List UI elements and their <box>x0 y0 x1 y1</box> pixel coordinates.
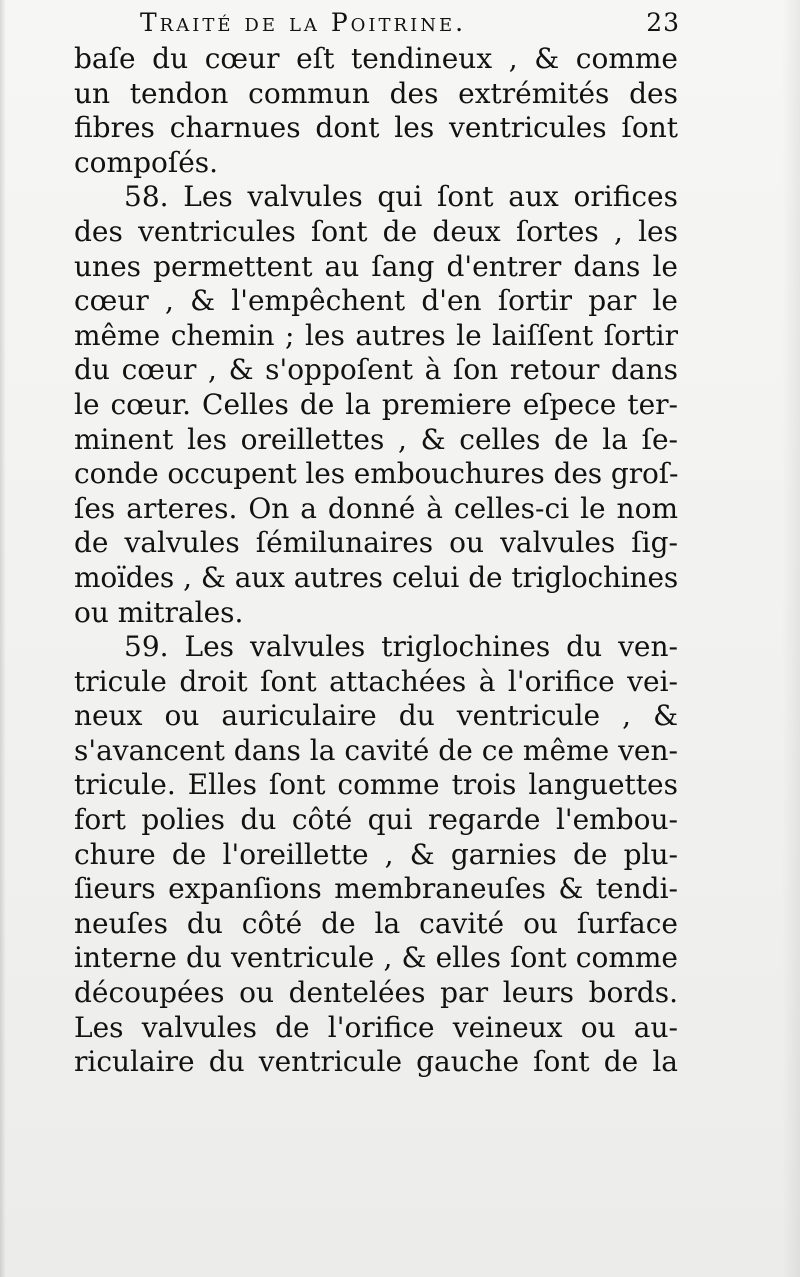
text-line-19: tricule droit ſont attachées à l'orifice vei- <box>74 664 678 698</box>
text-line-30: riculaire du ventricule gauche ſont de la <box>74 1045 678 1079</box>
page-text-block <box>74 4 678 1080</box>
text-line-10: du cœur , & s'oppoſent à ſon retour dans <box>74 353 678 387</box>
text-line-14: ſes arteres. On a donné à celles-ci le nom <box>74 491 678 525</box>
text-line-3: fibres charnues dont les ventricules ſont <box>74 111 678 145</box>
text-line-12: minent les oreillettes , & celles de la ſe- <box>74 422 678 456</box>
page-number: 23 <box>646 8 680 37</box>
paragraph-59-first-line: 59. Les valvules triglochines du ven- <box>124 630 678 664</box>
text-line-22: tricule. Elles ſont comme trois languettes <box>74 768 678 802</box>
text-line-24: chure de l'oreillette , & garnies de plu- <box>74 837 678 871</box>
text-line-21: s'avancent dans la cavité de ce même ven- <box>74 733 678 767</box>
paragraph-58-first-line: 58. Les valvules qui ſont aux orifices <box>124 180 678 214</box>
text-line-8: cœur , & l'empêchent d'en ſortir par le <box>74 284 678 318</box>
page-header <box>74 4 678 42</box>
page-gutter-shadow <box>0 0 6 1277</box>
text-line-13: conde occupent les embouchures des groſ- <box>74 457 678 491</box>
text-line-28: découpées ou dentelées par leurs bords. <box>74 976 678 1010</box>
text-line-29: Les valvules de l'orifice veineux ou au- <box>74 1010 678 1044</box>
text-line-16: moïdes , & aux autres celui de triglochines <box>74 560 678 594</box>
text-line-15: de valvules ſémilunaires ou valvules ſig- <box>74 526 678 560</box>
text-line-9: même chemin ; les autres le laiſſent ſortir <box>74 318 678 352</box>
text-line-2: un tendon commun des extrémités des <box>74 76 678 110</box>
text-line-25: ſieurs expanſions membraneuſes & tendi- <box>74 872 678 906</box>
text-line-4: compoſés. <box>74 145 219 179</box>
page-edge-shadow <box>782 0 800 1277</box>
text-line-11: le cœur. Celles de la premiere eſpece ter- <box>74 387 678 421</box>
text-line-6: des ventricules ſont de deux ſortes , les <box>74 214 678 248</box>
text-line-26: neuſes du côté de la cavité ou ſurface <box>74 906 678 940</box>
text-line-20: neux ou auriculaire du ventricule , & <box>74 699 678 733</box>
text-line-1: baſe du cœur eſt tendineux , & comme <box>74 42 678 75</box>
running-title: Traité de la Poitrine. <box>140 8 467 37</box>
text-line-23: fort polies du côté qui regarde l'embou- <box>74 803 678 837</box>
text-line-17: ou mitrales. <box>74 595 244 629</box>
text-line-7: unes permettent au ſang d'entrer dans le <box>74 249 678 283</box>
text-line-27: interne du ventricule , & elles ſont comme <box>74 941 678 975</box>
